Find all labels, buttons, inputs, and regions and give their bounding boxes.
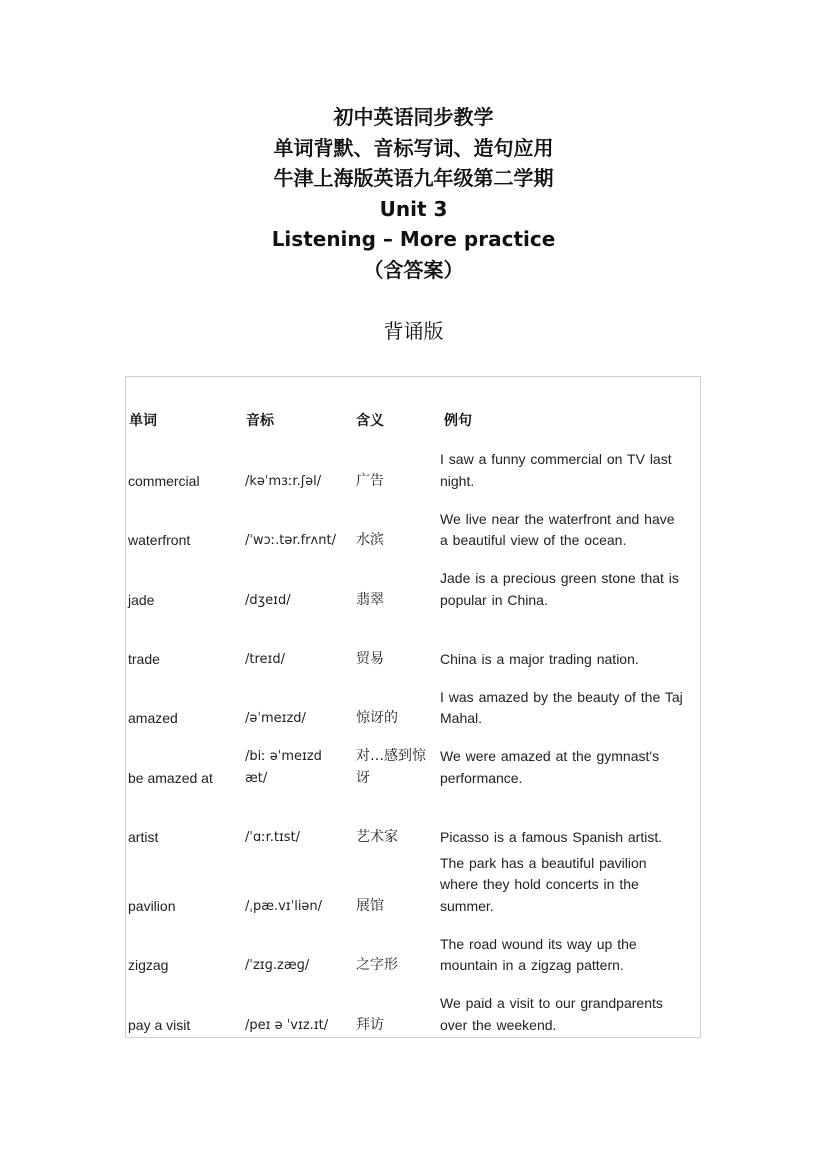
document-title bbox=[0, 102, 827, 285]
table-row-phonetic: /dʒeɪd/ bbox=[245, 593, 291, 608]
table-row-word: commercial bbox=[128, 473, 200, 489]
version-subtitle: 背诵版 bbox=[383, 319, 444, 343]
table-row-example-line: We paid a visit to our grandparents bbox=[440, 995, 663, 1011]
table-row-meaning: 艺术家 bbox=[356, 829, 398, 845]
table-row-word: zigzag bbox=[128, 957, 169, 973]
table-row-meaning: 翡翠 bbox=[356, 592, 384, 608]
table-row-example-line: The road wound its way up the bbox=[440, 936, 637, 952]
table-row-meaning: 惊讶的 bbox=[356, 710, 398, 726]
table-row-phonetic: /əˈmeɪzd/ bbox=[245, 711, 306, 726]
table-row-word: waterfront bbox=[128, 532, 191, 548]
table-row-phonetic: /ˌpæ.vɪˈliən/ bbox=[245, 899, 323, 914]
title-line-4: Unit 3 bbox=[379, 196, 448, 221]
table-row-phonetic: /treɪd/ bbox=[245, 652, 285, 667]
title-line-5: Listening – More practice bbox=[271, 227, 556, 251]
table-row-word: be amazed at bbox=[128, 770, 213, 786]
table-row-example-line: Picasso is a famous Spanish artist. bbox=[440, 829, 663, 845]
table-row-word: artist bbox=[128, 829, 159, 845]
table-row-example-line: We were amazed at the gymnast's bbox=[440, 748, 660, 764]
table-row-meaning: 之字形 bbox=[356, 957, 398, 973]
title-line-1: 初中英语同步教学 bbox=[333, 105, 494, 129]
header-example: 例句 bbox=[444, 413, 472, 429]
title-line-6: （含答案） bbox=[363, 257, 464, 282]
table-row-meaning: 广告 bbox=[356, 473, 384, 489]
header-phonetic: 音标 bbox=[246, 413, 274, 429]
table-row-word: trade bbox=[128, 651, 160, 667]
table-row-example-line: performance. bbox=[440, 770, 523, 786]
table-row-example-line: a beautiful view of the ocean. bbox=[440, 532, 627, 548]
table-row-word: pay a visit bbox=[128, 1017, 191, 1033]
table-row-example-line: Jade is a precious green stone that is bbox=[440, 570, 679, 586]
table-row-example-line: mountain in a zigzag pattern. bbox=[440, 957, 624, 973]
table-row-example-line: night. bbox=[440, 473, 475, 489]
table-row-example-line: I was amazed by the beauty of the Taj bbox=[440, 689, 683, 705]
table-row-example-line: popular in China. bbox=[440, 592, 548, 608]
table-row-example-line: where they hold concerts in the bbox=[440, 876, 639, 892]
table-row-meaning: 展馆 bbox=[356, 898, 384, 914]
table-row-example-line: summer. bbox=[440, 898, 494, 914]
table-row-example-line: The park has a beautiful pavilion bbox=[440, 855, 647, 871]
table-row-example-line: China is a major trading nation. bbox=[440, 651, 639, 667]
table-row-example-line: over the weekend. bbox=[440, 1017, 557, 1033]
table-row-meaning: 水滨 bbox=[356, 532, 384, 548]
table-row-phonetic: /peɪ ə ˈvɪz.ɪt/ bbox=[245, 1018, 329, 1033]
table-row-phonetic: /kəˈmɜːr.ʃəl/ bbox=[245, 474, 322, 489]
title-line-2: 单词背默、音标写词、造句应用 bbox=[273, 135, 554, 160]
header-meaning: 含义 bbox=[356, 413, 384, 429]
table-row-example-line: We live near the waterfront and have bbox=[440, 511, 675, 527]
table-row-phonetic: /ˈwɔː.tər.frʌnt/ bbox=[245, 533, 336, 548]
table-row-phonetic-line: æt/ bbox=[245, 771, 268, 786]
table-row-word: jade bbox=[128, 592, 155, 608]
table-row-phonetic-line: /biː əˈmeɪzd bbox=[245, 749, 322, 764]
table-row-meaning: 拜访 bbox=[356, 1017, 384, 1033]
table-row-meaning: 贸易 bbox=[356, 651, 384, 667]
header-word: 单词 bbox=[129, 413, 157, 429]
table-row-word: amazed bbox=[128, 710, 178, 726]
table-row-meaning-line: 对…感到惊 bbox=[356, 748, 426, 764]
table-row-example-line: I saw a funny commercial on TV last bbox=[440, 451, 672, 467]
table-row-meaning-line: 讶 bbox=[356, 770, 370, 786]
table-row-word: pavilion bbox=[128, 898, 176, 914]
table-row-phonetic: /ˈzɪɡ.zæɡ/ bbox=[245, 958, 310, 973]
table-row-phonetic: /ˈɑːr.tɪst/ bbox=[245, 830, 301, 845]
title-line-3: 牛津上海版英语九年级第二学期 bbox=[273, 166, 554, 190]
table-row-example-line: Mahal. bbox=[440, 710, 483, 726]
